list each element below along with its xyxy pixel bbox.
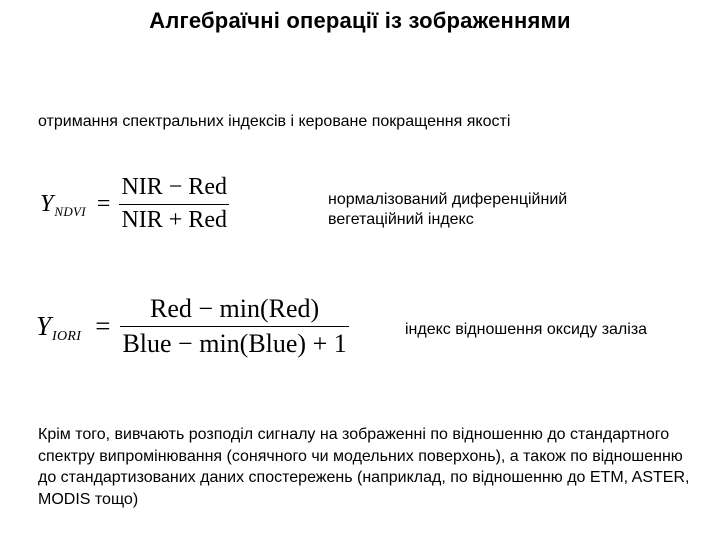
ndvi-equals: = xyxy=(96,190,111,217)
iori-numerator: Red − min(Red) xyxy=(150,294,320,323)
ndvi-denominator: NIR + Red xyxy=(121,206,227,233)
iori-subscript: IORI xyxy=(52,329,82,345)
iori-equals: = xyxy=(95,311,111,342)
iori-denominator: Blue − min(Blue) + 1 xyxy=(122,329,347,359)
iori-fraction xyxy=(120,294,348,359)
iori-description: індекс відношення оксиду заліза xyxy=(405,321,648,338)
ndvi-symbol: Y xyxy=(40,190,54,217)
slide-subtitle: отримання спектральних індексів і кероване покращення якості xyxy=(38,113,511,130)
iori-fraction-bar xyxy=(120,326,348,327)
iori-lhs xyxy=(36,311,82,345)
ndvi-numerator: NIR − Red xyxy=(121,174,227,200)
iori-symbol: Y xyxy=(36,311,52,342)
ndvi-formula xyxy=(40,174,229,234)
slide-title: Алгебраїчні операції із зображеннями xyxy=(149,8,571,33)
iori-formula xyxy=(36,294,349,359)
ndvi-description: нормалізований диференційний вегетаційний індекс xyxy=(328,191,568,228)
ndvi-fraction-bar xyxy=(119,204,229,205)
ndvi-subscript: NDVI xyxy=(54,203,86,219)
body-paragraph: Крім того, вивчають розподіл сигналу на зображенні по відношенню до стандартного спектру випромінювання (сонячного чи модельних поверхонь), а також по відношенню до стандартизованих даних спостережень (наприклад, по відношенню до ETM, ASTER, MODIS тощо) xyxy=(38,426,690,508)
ndvi-lhs xyxy=(40,191,86,218)
ndvi-fraction xyxy=(119,174,229,234)
